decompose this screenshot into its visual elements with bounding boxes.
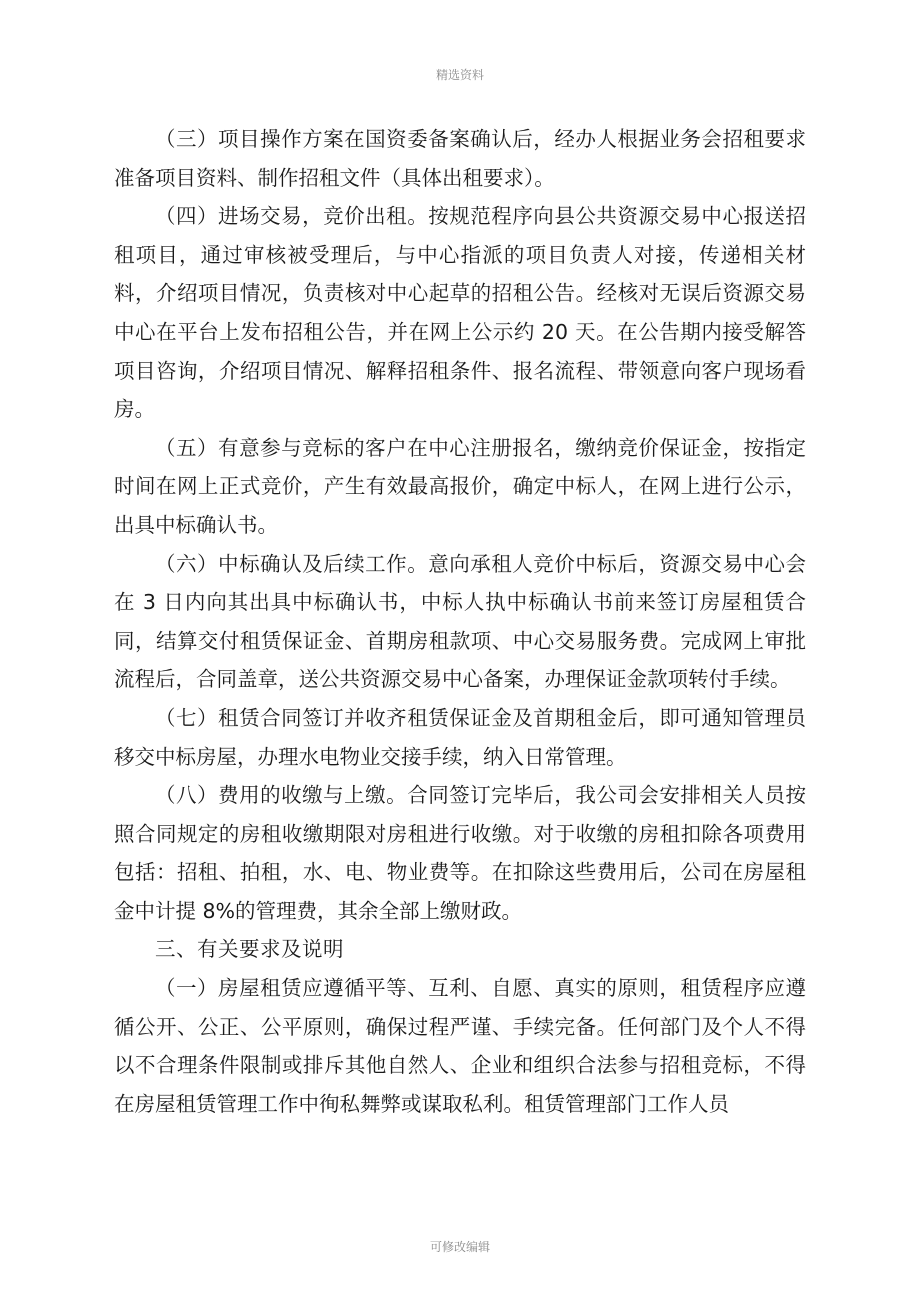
paragraph-item-4: （四）进场交易，竞价出租。按规范程序向县公共资源交易中心报送招租项目，通过审核被受理后，与中心指派的项目负责人对接，传递相关材料，介绍项目情况，负责核对中心起草的招租公告。经核对无误后资源交易中心在平台上发布招租公告，并在网上公示约 20 天。在公告期内接受解答项目咨询，介绍项目情况、解释招租条件、报名流程、带领意向客户现场看房。	[114, 204, 806, 422]
section-heading: 三、有关要求及说明	[155, 937, 344, 962]
paragraph-item-5: （五）有意参与竞标的客户在中心注册报名，缴纳竞价保证金，按指定时间在网上正式竞价，产生有效最高报价，确定中标人，在网上进行公示，出具中标确认书。	[114, 435, 806, 537]
paragraph-item-7: （七）租赁合同签订并收齐租赁保证金及首期租金后，即可通知管理员移交中标房屋，办理水电物业交接手续，纳入日常管理。	[114, 705, 806, 769]
paragraph-item-8: （八）费用的收缴与上缴。合同签订完毕后，我公司会安排相关人员按照合同规定的房租收缴期限对房租进行收缴。对于收缴的房租扣除各项费用包括：招租、拍租，水、电、物业费等。在扣除这些费用后，公司在房屋租金中计提 8%的管理费，其余全部上缴财政。	[114, 783, 806, 923]
page-footer: 可修改编辑	[429, 1240, 490, 1254]
document-body	[114, 120, 806, 1123]
paragraph-item-3: （三）项目操作方案在国资委备案确认后，经办人根据业务会招租要求准备项目资料、制作招租文件（具体出租要求）。	[114, 127, 806, 190]
page-header: 精选资料	[435, 68, 484, 82]
paragraph-item-6: （六）中标确认及后续工作。意向承租人竞价中标后，资源交易中心会在 3 日内向其出具中标确认书，中标人执中标确认书前来签订房屋租赁合同，结算交付租赁保证金、首期房租款项、中心交易服务费。完成网上审批流程后，合同盖章，送公共资源交易中心备案，办理保证金款项转付手续。	[114, 551, 806, 692]
paragraph-requirements-1: （一）房屋租赁应遵循平等、互利、自愿、真实的原则，租赁程序应遵循公开、公正、公平原则，确保过程严谨、手续完备。任何部门及个人不得以不合理条件限制或排斥其他自然人、企业和组织合法参与招租竞标，不得在房屋租赁管理工作中徇私舞弊或谋取私利。租赁管理部门工作人员	[114, 976, 806, 1116]
